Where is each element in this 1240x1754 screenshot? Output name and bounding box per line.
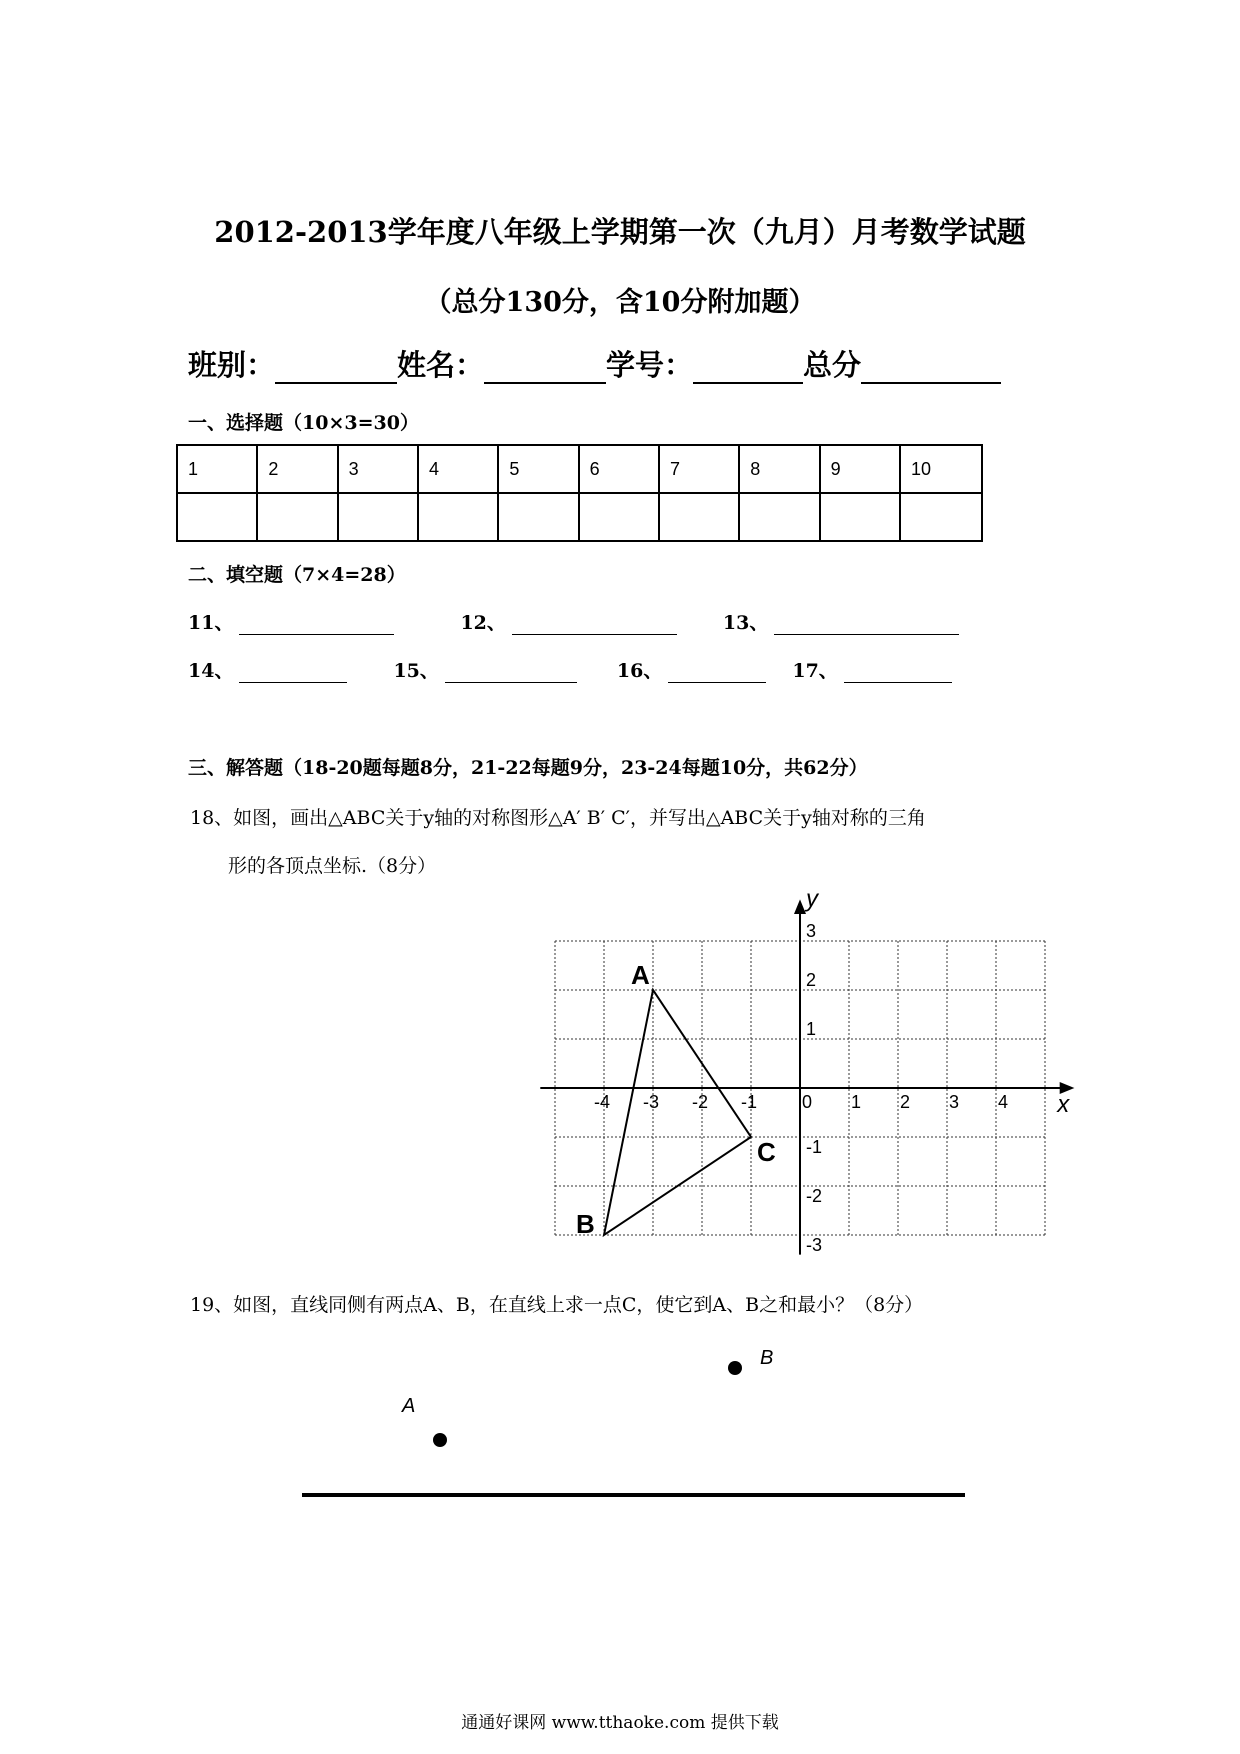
y-tick-label: -2 xyxy=(806,1186,823,1206)
y-tick-label: -1 xyxy=(806,1137,823,1157)
page-title: 2012-2013学年度八年级上学期第一次（九月）月考数学试题 xyxy=(214,215,1026,249)
score-blank[interactable] xyxy=(861,352,1001,384)
x-tick-label: -4 xyxy=(594,1092,611,1112)
answer-cell[interactable] xyxy=(418,493,498,541)
y-axis-label: y xyxy=(806,890,818,913)
answer-cell[interactable] xyxy=(177,493,257,541)
answer-cell[interactable] xyxy=(338,493,418,541)
point-a xyxy=(433,1433,447,1447)
id-blank[interactable] xyxy=(693,352,803,384)
column-header: 7 xyxy=(659,445,739,493)
score-label: 总分 xyxy=(803,348,862,382)
point-b xyxy=(728,1361,742,1375)
fill-blank[interactable] xyxy=(512,614,677,635)
vertex-label-a: A xyxy=(631,960,650,990)
table-row xyxy=(177,493,982,541)
question-19-text: 19、如图，直线同侧有两点A、B，在直线上求一点C，使它到A、B之和最小？（8分） xyxy=(190,1294,924,1316)
column-header: 1 xyxy=(177,445,257,493)
y-tick-label: 2 xyxy=(806,970,817,990)
student-info-line xyxy=(188,343,1001,384)
fill-row-1 xyxy=(188,608,965,635)
section3-heading: 三、解答题（18-20题每题8分，21-22每题9分，23-24每题10分，共62分） xyxy=(188,757,868,779)
fill-blank[interactable] xyxy=(239,614,394,635)
fill-blank[interactable] xyxy=(774,614,959,635)
column-header: 8 xyxy=(739,445,819,493)
name-label: 姓名： xyxy=(397,348,485,382)
y-tick-label: 3 xyxy=(806,921,817,941)
y-tick-label: 1 xyxy=(806,1019,817,1039)
x-tick-label: 4 xyxy=(998,1092,1009,1112)
y-tick-label: -3 xyxy=(806,1235,823,1255)
answer-cell[interactable] xyxy=(900,493,982,541)
vertex-label-b: B xyxy=(576,1209,595,1239)
answer-cell[interactable] xyxy=(739,493,819,541)
fill-blank[interactable] xyxy=(445,662,577,683)
fill-item-label: 17、 xyxy=(792,660,838,682)
page-subtitle: （总分130分，含10分附加题） xyxy=(424,287,816,318)
x-tick-label: -3 xyxy=(643,1092,660,1112)
answer-cell[interactable] xyxy=(820,493,900,541)
class-blank[interactable] xyxy=(275,352,397,384)
fill-item-label: 14、 xyxy=(188,660,234,682)
vertex-label-c: C xyxy=(757,1137,776,1167)
x-tick-label: -2 xyxy=(692,1092,709,1112)
column-header: 5 xyxy=(498,445,578,493)
fill-item-label: 11、 xyxy=(188,612,234,634)
answer-cell[interactable] xyxy=(659,493,739,541)
class-label: 班别： xyxy=(188,348,276,382)
column-header: 3 xyxy=(338,445,418,493)
answer-cell[interactable] xyxy=(498,493,578,541)
x-tick-label: 3 xyxy=(949,1092,960,1112)
fill-item-label: 16、 xyxy=(616,660,663,682)
question-19-figure xyxy=(290,1320,990,1520)
coordinate-graph xyxy=(520,890,1080,1260)
column-header: 9 xyxy=(820,445,900,493)
fill-item-label: 13、 xyxy=(722,612,769,634)
question-18-line2: 形的各顶点坐标.（8分） xyxy=(228,855,437,877)
fill-item-label: 12、 xyxy=(460,612,506,634)
section2-heading: 二、填空题（7×4=28） xyxy=(188,564,406,586)
section1-heading: 一、选择题（10×3=30） xyxy=(188,412,419,434)
x-tick-label: 1 xyxy=(851,1092,862,1112)
question-18-line1: 18、如图，画出△ABC关于y轴的对称图形△A′ B′ C′，并写出△ABC关于y轴对称的三角 xyxy=(190,807,926,829)
fill-blank[interactable] xyxy=(668,662,766,683)
x-tick-label: 0 xyxy=(802,1092,813,1112)
fill-item-label: 15、 xyxy=(393,660,439,682)
x-axis-label: x xyxy=(1057,1091,1070,1118)
fill-blank[interactable] xyxy=(239,662,347,683)
fill-row-2 xyxy=(188,656,958,683)
point-b-label: B xyxy=(760,1347,774,1369)
column-header: 10 xyxy=(900,445,982,493)
column-header: 6 xyxy=(579,445,659,493)
point-a-label: A xyxy=(402,1395,416,1417)
triangle-outline xyxy=(604,990,751,1235)
column-header: 4 xyxy=(418,445,498,493)
name-blank[interactable] xyxy=(484,352,606,384)
id-label: 学号： xyxy=(606,348,694,382)
x-tick-label: -1 xyxy=(741,1092,758,1112)
footer-credit: 通通好课网 www.tthaoke.com 提供下载 xyxy=(461,1713,779,1733)
x-tick-label: 2 xyxy=(900,1092,911,1112)
column-header: 2 xyxy=(257,445,337,493)
answer-cell[interactable] xyxy=(579,493,659,541)
y-axis-arrow xyxy=(794,899,806,914)
answer-cell[interactable] xyxy=(257,493,337,541)
table-row xyxy=(177,445,982,493)
choice-answer-table xyxy=(176,444,983,542)
fill-blank[interactable] xyxy=(844,662,952,683)
